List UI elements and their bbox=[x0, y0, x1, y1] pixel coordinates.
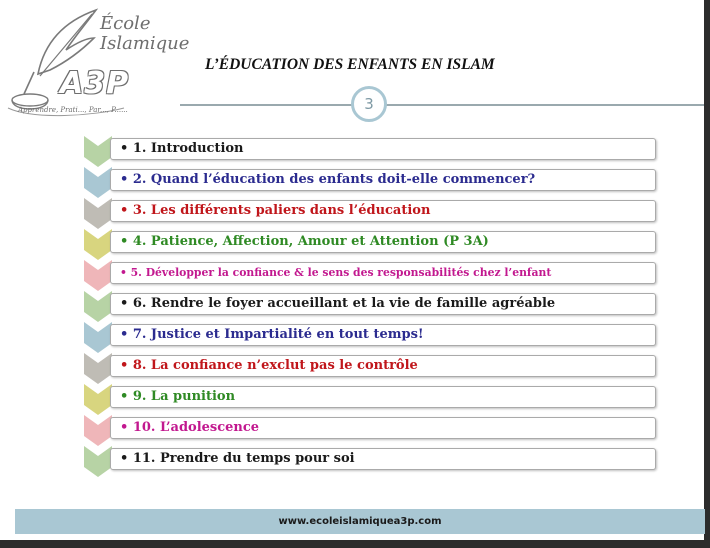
logo-school-line1: École bbox=[100, 13, 151, 34]
chevron-down-icon bbox=[84, 229, 112, 260]
table-of-contents bbox=[84, 136, 658, 477]
logo-school-name bbox=[100, 14, 189, 54]
toc-item[interactable]: • 5. Développer la confiance & le sens des responsabilités chez l’enfant bbox=[110, 262, 656, 284]
toc-row bbox=[84, 384, 658, 415]
toc-item[interactable]: • 10. L’adolescence bbox=[110, 417, 656, 439]
chevron-down-icon bbox=[84, 353, 112, 384]
toc-row bbox=[84, 353, 658, 384]
toc-row bbox=[84, 167, 658, 198]
toc-row bbox=[84, 446, 658, 477]
toc-item[interactable]: • 3. Les différents paliers dans l’éducation bbox=[110, 200, 656, 222]
school-logo bbox=[4, 4, 190, 120]
toc-row bbox=[84, 322, 658, 353]
toc-item[interactable]: • 6. Rendre le foyer accueillant et la vie de famille agréable bbox=[110, 293, 656, 315]
toc-row bbox=[84, 198, 658, 229]
toc-item[interactable]: • 2. Quand l’éducation des enfants doit-elle commencer? bbox=[110, 169, 656, 191]
chevron-down-icon bbox=[84, 136, 112, 167]
toc-item[interactable]: • 9. La punition bbox=[110, 386, 656, 408]
toc-item[interactable]: • 8. La confiance n’exclut pas le contrôle bbox=[110, 355, 656, 377]
toc-row bbox=[84, 415, 658, 446]
toc-item[interactable]: • 1. Introduction bbox=[110, 138, 656, 160]
logo-school-line2: Islamique bbox=[100, 33, 190, 54]
toc-item[interactable]: • 7. Justice et Impartialité en tout temps! bbox=[110, 324, 656, 346]
footer-website[interactable]: www.ecoleislamiquea3p.com bbox=[15, 509, 705, 534]
logo-brand: A3P bbox=[60, 66, 130, 101]
chevron-down-icon bbox=[84, 446, 112, 477]
toc-row bbox=[84, 260, 658, 291]
chevron-down-icon bbox=[84, 198, 112, 229]
chevron-down-icon bbox=[84, 291, 112, 322]
header-divider bbox=[180, 104, 704, 106]
page-number: 3 bbox=[351, 86, 387, 122]
chevron-down-icon bbox=[84, 322, 112, 353]
toc-row bbox=[84, 136, 658, 167]
chevron-down-icon bbox=[84, 167, 112, 198]
logo-tagline: Apprendre, Prati..., Par..., P...... bbox=[18, 106, 128, 114]
chevron-down-icon bbox=[84, 260, 112, 291]
chevron-down-icon bbox=[84, 384, 112, 415]
toc-row bbox=[84, 291, 658, 322]
chevron-down-icon bbox=[84, 415, 112, 446]
slide-title: L’ÉDUCATION DES ENFANTS EN ISLAM bbox=[205, 56, 495, 73]
toc-row bbox=[84, 229, 658, 260]
toc-item[interactable]: • 4. Patience, Affection, Amour et Attention (P 3A) bbox=[110, 231, 656, 253]
toc-item[interactable]: • 11. Prendre du temps pour soi bbox=[110, 448, 656, 470]
